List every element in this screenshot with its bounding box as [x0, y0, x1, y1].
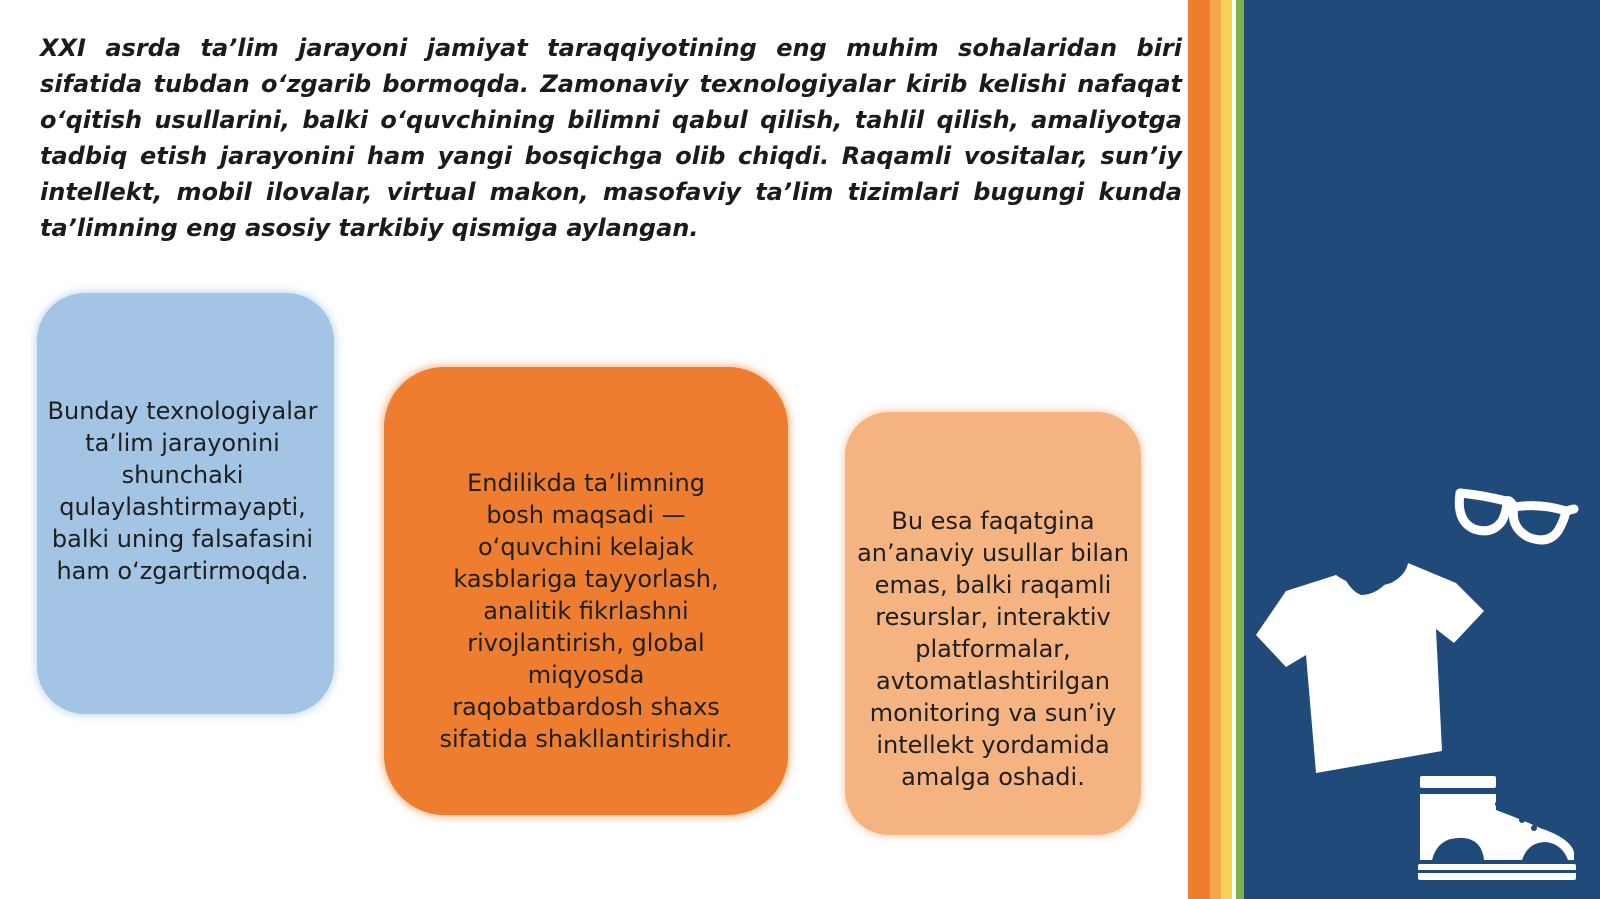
stripe-green [1236, 0, 1244, 899]
card-main-goal [384, 367, 788, 815]
tshirt-icon [1256, 555, 1486, 775]
card-main-goal-text: Endilikda ta’limning bosh maqsadi — o‘quvchini kelajak kasblariga tayyorlash, analitik fikrlashni rivojlantirish, global miqyosda raqobatbardosh shaxs sifatida shakllantirishdir. [439, 469, 733, 753]
boot-icon [1418, 776, 1580, 882]
stripe-orange [1188, 0, 1210, 899]
card-digital-resources-text: Bu esa faqatgina an’anaviy usullar bilan emas, balki raqamli resurslar, interaktiv platformalar, avtomatlashtirilgan monitoring va sun’iy intellekt yordamida amalga oshadi. [857, 506, 1129, 791]
stripe-light-orange [1210, 0, 1221, 899]
card-technologies [37, 293, 334, 714]
card-technologies-text: Bunday texnologiyalar ta’lim jarayonini shunchaki qulaylashtirmayapti, balki uning falsafasini ham o‘zgartirmoqda. [47, 396, 318, 585]
stripe-yellow [1221, 0, 1232, 899]
intro-paragraph: XXI asrda ta’lim jarayoni jamiyat taraqqiyotining eng muhim sohalaridan biri sifatida tubdan o‘zgarib bormoqda. Zamonaviy texnologiyalar kirib kelishi nafaqat o‘qitish usullarini, balki o‘quvchining bilimni qabul qilish, tahlil qilish, amaliyotga tadbiq etish jarayonini ham yangi bosqichga olib chiqdi. Raqamli vositalar, sun’iy intellekt, mobil ilovalar, virtual makon, masofaviy ta’lim tizimlari bugungi kunda ta’limning eng asosiy tarkibiy qismiga aylangan. [40, 34, 1182, 242]
glasses-icon [1452, 485, 1580, 555]
card-digital-resources [845, 412, 1141, 835]
